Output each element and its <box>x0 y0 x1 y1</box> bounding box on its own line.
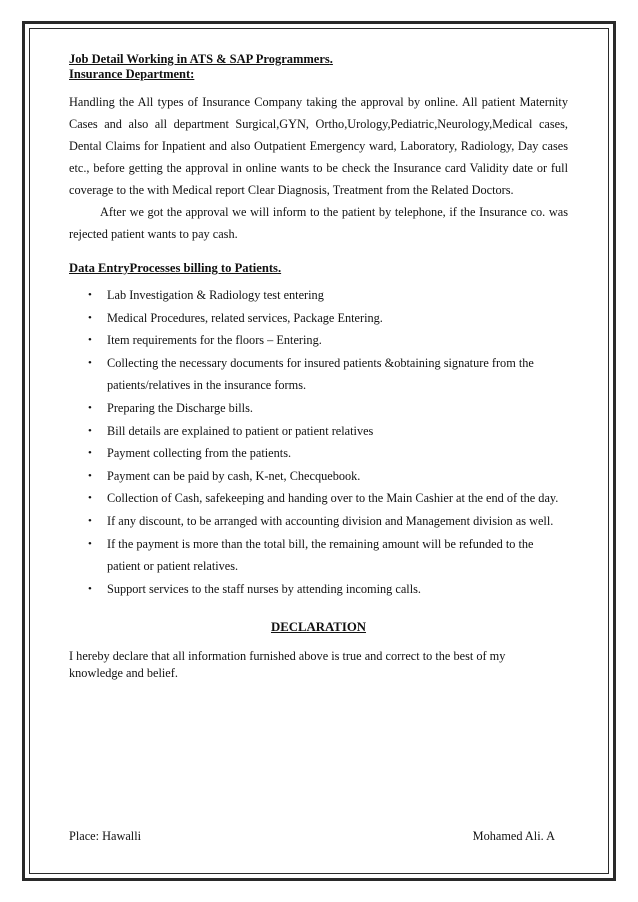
bullet-icon: • <box>88 334 92 347</box>
bullet-icon: • <box>88 401 92 414</box>
list-item <box>69 533 568 578</box>
list-item-text: Collection of Cash, safekeeping and handing over to the Main Cashier at the end of the day. <box>107 491 559 506</box>
list-item <box>69 397 568 420</box>
bullet-icon: • <box>88 514 92 527</box>
data-entry-list <box>69 284 568 600</box>
bullet-icon: • <box>88 492 92 505</box>
declaration-text: I hereby declare that all information furnished above is true and correct to the best of my knowledge and belief. <box>69 649 506 681</box>
bullet-icon: • <box>88 289 92 301</box>
place-label: Place: Hawalli <box>69 829 142 843</box>
job-detail-heading <box>69 52 568 67</box>
list-item <box>69 307 568 330</box>
data-entry-heading <box>69 259 568 277</box>
list-item-text: Item requirements for the floors – Entering. <box>107 333 322 348</box>
list-item-text: Medical Procedures, related services, Package Entering. <box>107 310 383 325</box>
list-item <box>69 420 568 443</box>
document-body <box>69 52 568 843</box>
bullet-icon: • <box>88 447 92 460</box>
signatory-name: Mohamed Ali. A <box>472 829 555 843</box>
data-entry-heading-period: . <box>277 261 282 275</box>
list-item <box>69 329 568 352</box>
bullet-icon: • <box>88 582 92 595</box>
list-item <box>69 442 568 465</box>
list-item-text: Bill details are explained to patient or patient relatives <box>107 423 374 438</box>
list-item-text: If any discount, to be arranged with accounting division and Management division as well. <box>107 513 554 528</box>
bullet-icon: • <box>88 424 92 437</box>
job-detail-heading-period: . <box>329 52 333 66</box>
list-item-text: Collecting the necessary documents for insured patients &obtaining signature from the patients/relatives in the insurance forms. <box>107 355 534 393</box>
list-item-text: Payment collecting from the patients. <box>107 446 292 461</box>
bullet-icon: • <box>88 537 92 550</box>
bullet-icon: • <box>88 356 92 369</box>
bullet-icon: • <box>88 469 92 482</box>
list-item <box>69 465 568 488</box>
list-item-text: If the payment is more than the total bill, the remaining amount will be refunded to the patient or patient relatives. <box>107 536 534 574</box>
list-item <box>69 352 568 397</box>
signature-footer <box>69 828 555 844</box>
list-item-text: Lab Investigation & Radiology test entering <box>107 288 324 302</box>
bullet-icon: • <box>88 311 92 324</box>
list-item <box>69 578 568 601</box>
list-item <box>69 510 568 533</box>
list-item <box>69 284 568 307</box>
list-item-text: Preparing the Discharge bills. <box>107 400 253 415</box>
list-item-text: Support services to the staff nurses by attending incoming calls. <box>107 581 421 596</box>
list-item <box>69 487 568 510</box>
list-item-text: Payment can be paid by cash, K-net, Checquebook. <box>107 468 361 483</box>
insurance-department-heading: Insurance Department: <box>69 67 195 81</box>
declaration-heading: DECLARATION <box>270 620 367 635</box>
insurance-paragraph-1: Handling the All types of Insurance Company taking the approval by online. All patient Maternity Cases and also all department Surgical,GYN, Ortho,Urology,Pediatric,Neurology,Medical cases, Dental Claims for Inpatient and also Outpatient Emergency ward, Laboratory, Radiology, Day cases etc., before getting the approval in online wants to be check the Insurance card Validity date or full coverage to the with Medical report Clear Diagnosis, Treatment from the Related Doctors. <box>69 95 568 197</box>
insurance-paragraph-2: After we got the approval we will inform to the patient by telephone, if the Insurance co. was rejected patient wants to pay cash. <box>69 205 568 241</box>
job-detail-heading-text: Job Detail Working in ATS & SAP Programmers <box>69 52 330 66</box>
data-entry-heading-text: Data EntryProcesses billing to Patients <box>69 261 278 275</box>
